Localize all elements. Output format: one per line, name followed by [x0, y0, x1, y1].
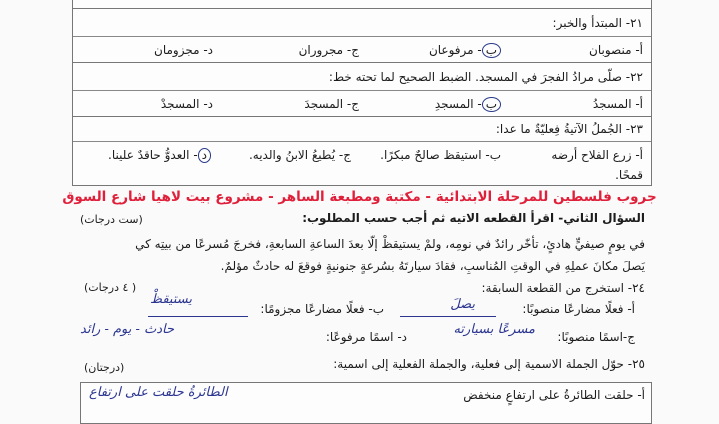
question-25-label: ٢٥- حوّل الجملة الاسمية إلى فعلية، والجملة الفعلية إلى اسمية:: [333, 357, 645, 371]
q23-selected-circle: د: [198, 148, 211, 163]
q21-option-b[interactable]: ب- مرفوعان: [429, 42, 501, 58]
q25-part-a-answer[interactable]: الطائرةُ حلقت على ارتفاع: [89, 385, 228, 400]
q21-option-d[interactable]: د- مجزومان: [154, 43, 213, 57]
q24-part-a-answer[interactable]: يصلَ: [450, 297, 475, 312]
q23-option-b[interactable]: ب- استيقظ صالحٌ مبكرًا.: [380, 148, 501, 162]
q25-part-a-label: أ- حلقت الطائرةُ على ارتفاعٍ منخفض: [463, 388, 645, 402]
q22-selected-circle: ب: [482, 97, 501, 112]
q24-part-b-label: ب- فعلًا مضارعًا مجزومًا:: [260, 302, 384, 316]
watermark-banner: جروب فلسطين للمرحلة الابتدائية - مكتبة ومطبعة الساهر - مشروع بيت لاهيا شارع السوق: [62, 189, 657, 205]
question-22-label: ٢٢- صلّى مرادُ الفجرَ في المسجد. الضبط الصحيح لما تحته خط:: [328, 70, 643, 84]
section-2-title: السؤال الثاني- اقرأ القطعه الاتيه ثم أجب حسب المطلوب:: [302, 211, 645, 225]
q21-option-c[interactable]: ج- مجروران: [298, 43, 359, 57]
question-22-box: [72, 62, 652, 118]
question-21-box: [72, 8, 652, 64]
question-21-label: ٢١- المبتدأ والخبر:: [552, 16, 643, 30]
q21-option-a[interactable]: أ- منصوبان: [589, 43, 643, 57]
q24-part-d-answer[interactable]: حادث - يوم - رائد: [80, 322, 175, 337]
q22-option-b[interactable]: ب- المسجدِ: [435, 96, 501, 112]
q24-part-b-answer[interactable]: يستيقظْ: [150, 292, 192, 307]
q22-option-d[interactable]: د- المسجدْ: [160, 97, 213, 111]
question-25-marks: (درجتان): [84, 361, 125, 374]
q23-option-a[interactable]: أ- زرع الفلاح أرضه: [551, 148, 643, 162]
q23-option-c[interactable]: ج- يُطيعُ الابنُ والديه.: [248, 148, 351, 162]
q22-option-c[interactable]: ج- المسجدَ: [304, 97, 359, 111]
q22-option-a[interactable]: أ- المسجدُ: [592, 97, 643, 111]
question-24-marks: ( ٤ درجات): [84, 281, 137, 294]
passage-line-2: يَصلَ مكانَ عملِهِ في الوقتِ المُناسبِ، فقادَ سيارتَهُ بسُرعةٍ جنونيةٍ فوقعَ له حادثٌ مؤلمٌ.: [220, 259, 645, 273]
q23-option-d[interactable]: د- العدوُّ حاقدٌ علينا.: [108, 147, 211, 163]
q24-part-a-label: أ- فعلًا مضارعًا منصوبًا:: [522, 302, 635, 316]
passage-line-1: في يومٍ صيفيٍّ هادئٍ، تأخّر رائدٌ في نومِه، ولمْ يستيقظْ إلّا بعدَ الساعةِ السابعةِ، فخرجَ مُسرعًا من بيتِه كي: [135, 237, 645, 251]
question-23-label: ٢٣- الجُملُ الآتيةُ فِعليّةٌ ما عدا:: [495, 122, 643, 136]
section-2-marks: (ست درجات): [80, 213, 143, 226]
q25-answer-box: [80, 382, 652, 424]
q24-part-c-answer[interactable]: مسرعًا بسيارته: [453, 322, 535, 337]
q21-selected-circle: ب: [482, 43, 501, 58]
q24-part-d-label: د- اسمًا مرفوعًا:: [325, 330, 407, 344]
q24-part-c-label: ج-اسمًا منصوبًا:: [557, 330, 635, 344]
question-24-label: ٢٤- استخرج من القطعة السابقة:: [481, 281, 645, 295]
question-23-box: [72, 116, 652, 186]
q23-option-a-continuation: قمحًا.: [615, 168, 643, 182]
